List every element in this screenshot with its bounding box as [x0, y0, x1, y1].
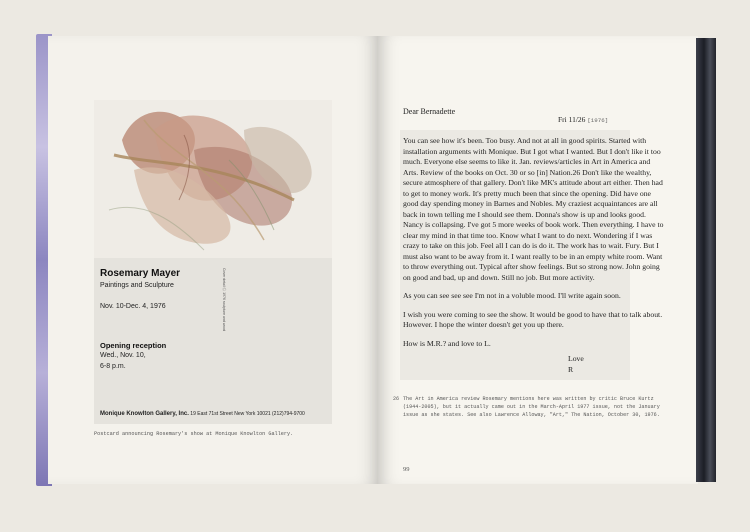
- postcard-text-area: [94, 258, 332, 424]
- letter-date: Fri 11/26: [558, 115, 586, 124]
- gallery-name: Monique Knowlton Gallery, Inc.: [100, 411, 189, 417]
- page-block-edge: [696, 38, 716, 482]
- reception-title: Opening reception: [100, 341, 167, 350]
- letter-date-note: [1976]: [587, 117, 609, 124]
- sculpture-image: [94, 100, 332, 258]
- letter-salutation: Dear Bernadette: [403, 107, 456, 116]
- show-dates: Nov. 10-Dec. 4, 1976: [100, 303, 166, 310]
- letter-paragraph: I wish you were coming to see the show. It would be good to have that to talk about. However. I hope the winter doesn't get you up there.: [403, 309, 663, 329]
- letter-paragraph: How is M.R.? and love to L.: [403, 338, 491, 348]
- postcard-caption: Postcard announcing Rosemary's show at Monique Knowlton Gallery.: [94, 431, 294, 437]
- letter-body: [403, 136, 665, 357]
- gallery-address: 19 East 71st Street New York 10021 (212)794-9700: [190, 411, 305, 417]
- footnote: [393, 396, 665, 419]
- reception-date: Wed., Nov. 10,: [100, 352, 146, 359]
- letter-paragraph: As you can see see see I'm not in a voluble mood. I'll write again soon.: [403, 291, 621, 300]
- sculpture-photo: [94, 100, 332, 258]
- letter-signature: R: [568, 365, 574, 374]
- footnote-text: The Art in America review Rosemary mentions here was written by critic Bruce Kurtz (1944-2005), but it actually came out in the March-April 1977 issue, not the January issue as she states. See also Lawrence Alloway, "Art," The Nation, October 30, 1976.: [403, 396, 660, 418]
- gallery-line: [100, 411, 330, 417]
- page-number: 99: [403, 466, 410, 473]
- letter-closing: Love: [568, 354, 584, 363]
- show-subtitle: Paintings and Sculpture: [100, 282, 174, 289]
- letter-paragraph: You can see how it's been. Too busy. And not at all in good spirits. Started with installation arguments with Monique. But I got what I wanted. But I don't like it too much. Everyone else seems to like it. Jan. reviews/articles in Art in America and Arts. Review of the books on Oct. 30 or so [in] Nation.26 Don't like the wealthy, secure atmosphere of that gallery. Don't like MK's attitude about art either. Then had to get to money work. It's pretty much been that since the opening. Did have one good day spending money in Barnes and Nobles. My craziest acquaintances are all back in town telling me I should see them. Donna's show is up and looks good. Nancy is collapsing. I've got 5 more weeks of book work. Then everything. I have to clear my mind in that time too. Know what I want to do next. Wondering if I was crazy to take on this job. Feel all I can do is do it. The work has to wait. Fury. But I must also want to be away from it. I want really to be in an empty white room. Want to throw everything out. Typical after show feelings. But so strong now. John going on good and bad, up and down. Still no job. But more activity.: [403, 136, 664, 282]
- reception-time: 6-8 p.m.: [100, 363, 126, 370]
- letter-date-line: [558, 115, 608, 124]
- footnote-number: 26: [393, 396, 400, 402]
- postcard: [94, 100, 332, 424]
- vertical-credit: Cover detail Ⓒ 1976 sculpture and wood: [222, 268, 226, 332]
- artist-name: Rosemary Mayer: [100, 268, 181, 279]
